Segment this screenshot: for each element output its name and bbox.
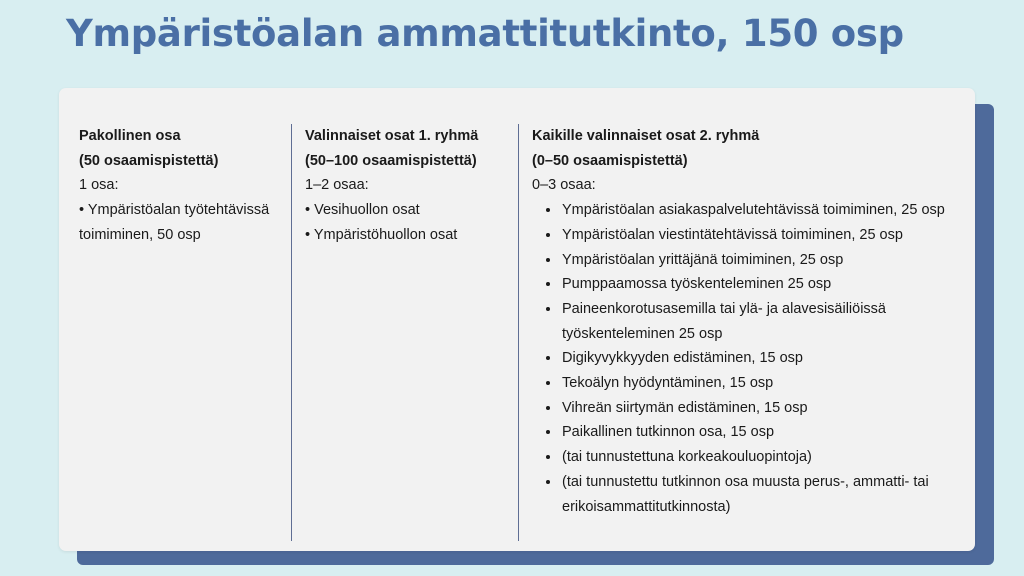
list-item: • Ympäristöhuollon osat xyxy=(305,223,510,248)
list-item: • Digikyvykkyyden edistäminen, 15 osp xyxy=(561,346,964,371)
column-divider xyxy=(291,124,292,541)
list-item: • Ympäristöalan työtehtävissä toimiminen, 50 osp xyxy=(79,198,279,247)
list-item: • Pumppaamossa työskenteleminen 25 osp xyxy=(561,272,964,297)
list-item: • Ympäristöalan asiakaspalvelutehtävissä toimiminen, 25 osp xyxy=(561,198,964,223)
column-divider xyxy=(518,124,519,541)
list-item: • Paineenkorotusasemilla tai ylä- ja alavesisäiliöissä työskenteleminen 25 osp xyxy=(561,297,964,346)
part-count: 0–3 osaa: xyxy=(532,177,596,194)
column-heading: Pakollinen osa xyxy=(79,128,181,144)
part-count: 1–2 osaa: xyxy=(305,177,369,194)
list-item: • (tai tunnustettuna korkeakouluopintoja) xyxy=(561,445,964,470)
part-count: 1 osa: xyxy=(79,177,119,194)
list-item: • Ympäristöalan yrittäjänä toimiminen, 25 osp xyxy=(561,248,964,273)
list-item: • Ympäristöalan viestintätehtävissä toimiminen, 25 osp xyxy=(561,223,964,248)
list-item: • (tai tunnustettu tutkinnon osa muusta perus-, ammatti- tai erikoisammattitutkinnosta) xyxy=(561,470,964,519)
list-item: • Paikallinen tutkinnon osa, 15 osp xyxy=(561,420,964,445)
list-item: • Tekoälyn hyödyntäminen, 15 osp xyxy=(561,371,964,396)
column-subheading: (50–100 osaamispistettä) xyxy=(305,152,477,169)
page-title: Ympäristöalan ammattitutkinto, 150 osp xyxy=(66,12,904,55)
column-subheading: (0–50 osaamispistettä) xyxy=(532,152,688,169)
list-item: • Vesihuollon osat xyxy=(305,198,510,223)
column-heading: Kaikille valinnaiset osat 2. ryhmä xyxy=(532,128,760,144)
list-item: • Vihreän siirtymän edistäminen, 15 osp xyxy=(561,396,964,421)
column-mandatory xyxy=(79,124,279,248)
column-heading: Valinnaiset osat 1. ryhmä xyxy=(305,128,479,144)
column-optional-group-1 xyxy=(305,124,510,248)
column-optional-group-2 xyxy=(532,124,964,519)
column-subheading: (50 osaamispistettä) xyxy=(79,152,219,169)
